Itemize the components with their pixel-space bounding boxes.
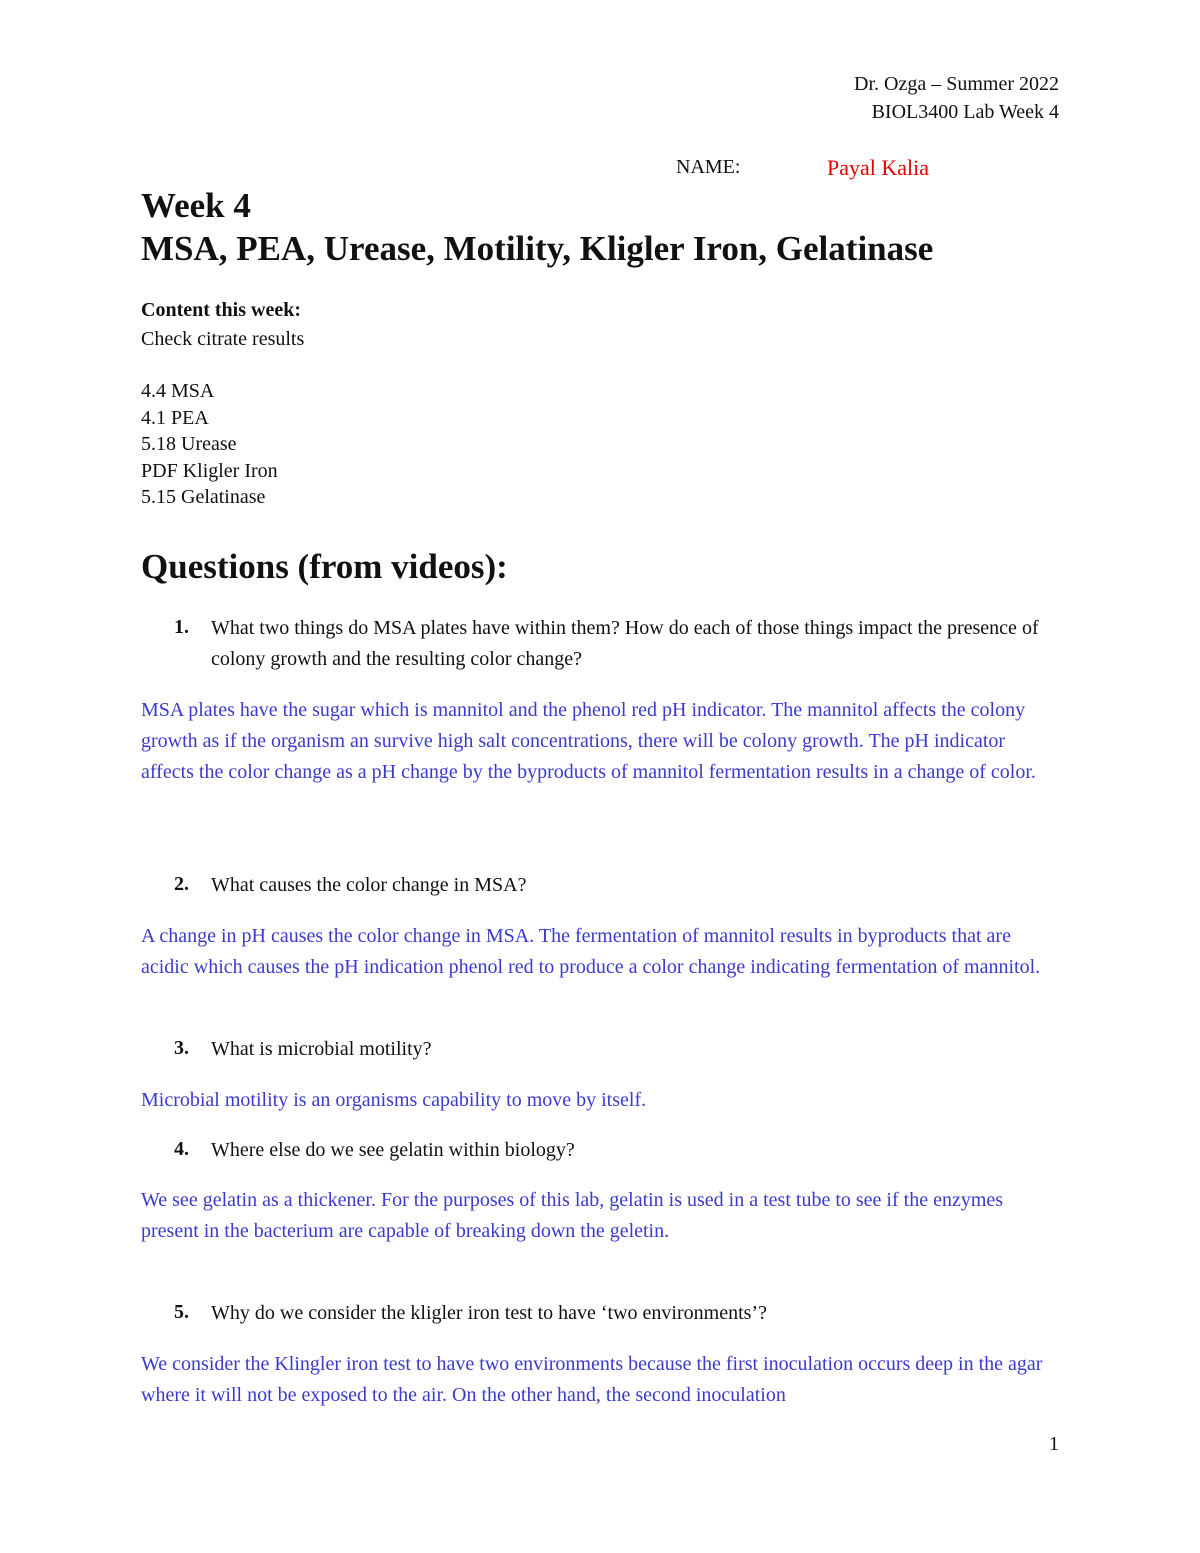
content-label: Content this week: — [141, 299, 301, 321]
content-first-item: Check citrate results — [141, 328, 305, 350]
title-week: Week 4 — [141, 186, 251, 225]
topic-item: 4.4 MSA — [141, 380, 215, 402]
student-name: Payal Kalia — [827, 155, 930, 180]
answer-text: We see gelatin as a thickener. For the purposes of this lab, gelatin is used in a test tube to see if the enzymes present in the bacterium are capable of breaking down the geletin. — [141, 1189, 1004, 1242]
question-number: 5. — [174, 1301, 189, 1323]
question-text: Where else do we see gelatin within biology? — [211, 1139, 575, 1161]
answer-text: We consider the Klingler iron test to have two environments because the first inoculation occurs deep in the agar where it will not be exposed to the air. On the other hand, the second inoculation — [141, 1353, 1043, 1406]
question-number: 1. — [174, 616, 189, 638]
header-instructor-term: Dr. Ozga – Summer 2022 — [854, 73, 1059, 95]
answer-text: Microbial motility is an organisms capability to move by itself. — [141, 1089, 647, 1111]
topic-item: 5.18 Urease — [141, 433, 237, 455]
question-text: What two things do MSA plates have within them? How do each of those things impact the presence of colony growth and the resulting color change? — [211, 617, 1039, 670]
question-number: 3. — [174, 1037, 189, 1059]
question-number: 4. — [174, 1138, 189, 1160]
topic-item: 4.1 PEA — [141, 407, 209, 429]
question-text: What is microbial motility? — [211, 1038, 432, 1060]
question-number: 2. — [174, 873, 189, 895]
topic-item: 5.15 Gelatinase — [141, 486, 266, 508]
question-text: Why do we consider the kligler iron test to have ‘two environments’? — [211, 1302, 767, 1324]
header-course-week: BIOL3400 Lab Week 4 — [871, 101, 1059, 123]
question-text: What causes the color change in MSA? — [211, 874, 527, 896]
questions-heading: Questions (from videos): — [141, 547, 508, 586]
answer-text: A change in pH causes the color change in MSA. The fermentation of mannitol results in byproducts that are acidic which causes the pH indication phenol red to produce a color change indicating fermentation of mannitol. — [141, 925, 1041, 978]
topic-item: PDF Kligler Iron — [141, 460, 278, 482]
title-topics: MSA, PEA, Urease, Motility, Kligler Iron, Gelatinase — [141, 229, 934, 268]
page-number: 1 — [1049, 1433, 1059, 1455]
answer-text: MSA plates have the sugar which is mannitol and the phenol red pH indicator. The mannitol affects the colony growth as if the organism an survive high salt concentrations, there will be colony growth. The pH indicator affects the color change as a pH change by the byproducts of mannitol fermentation results in a change of color. — [141, 699, 1036, 783]
name-label: NAME: — [676, 156, 741, 178]
